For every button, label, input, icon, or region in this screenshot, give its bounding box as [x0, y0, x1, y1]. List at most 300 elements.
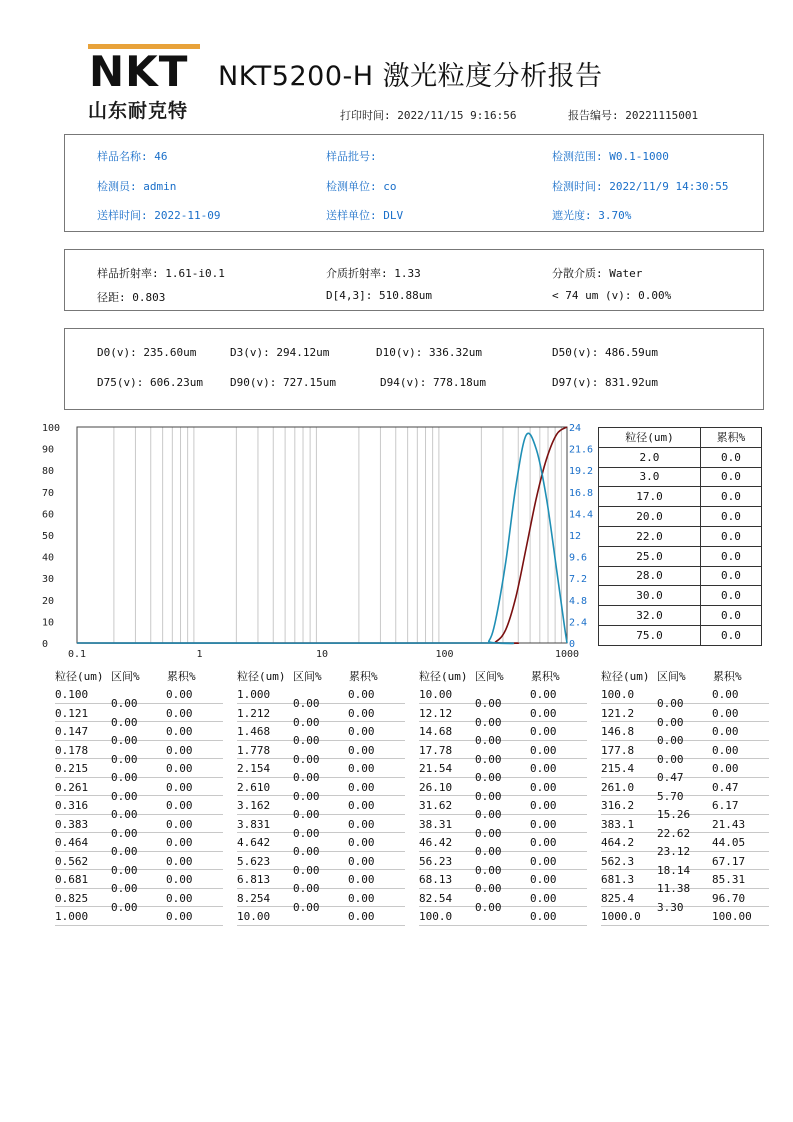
size-cell: 2.154: [237, 762, 271, 775]
cumulative-cell: 100.00: [712, 910, 752, 923]
row-divider: [419, 740, 587, 741]
size-cell: 3.162: [237, 799, 271, 812]
cumulative-cell: 0.00: [348, 780, 375, 794]
x-tick-label: 100: [435, 649, 454, 658]
row-divider: [55, 888, 223, 889]
send-time: 送样时间: 2022-11-09: [97, 209, 221, 222]
operator: 检测员: admin: [97, 180, 177, 193]
row-divider: [419, 795, 587, 796]
test-time: 检测时间: 2022/11/9 14:30:55: [552, 180, 729, 193]
d97: D97(v): 831.92um: [552, 376, 658, 389]
size-cell: 4.642: [237, 836, 271, 849]
distribution-chart: [40, 418, 600, 658]
cumulative-cell: 0.00: [712, 743, 739, 757]
row-divider: [55, 795, 223, 796]
cumulative-cell: 0.00: [348, 762, 375, 775]
row-divider: [55, 758, 223, 759]
interval-cell: 0.00: [475, 808, 502, 822]
cumulative-cell: 0.00: [530, 780, 557, 794]
cumulative-cell: 0.00: [530, 910, 557, 923]
table-row: [599, 625, 762, 645]
table-row: [599, 467, 762, 487]
cumulative-cell: 0.00: [530, 799, 557, 812]
row-divider: [55, 703, 223, 704]
table-cell: 0.0: [700, 487, 761, 507]
size-cell: 0.316: [55, 799, 89, 812]
interval-cell: 0.00: [111, 882, 138, 896]
interval-cell: 0.00: [293, 789, 320, 803]
interval-cell: 0.00: [657, 715, 684, 729]
row-divider: [237, 758, 405, 759]
interval-cell: 0.00: [111, 734, 138, 748]
size-cell: 0.825: [55, 891, 89, 905]
right-table: [598, 427, 762, 646]
interval-cell: 0.00: [475, 789, 502, 803]
dist-table-header: 粒径(um): [55, 670, 104, 683]
dist-table-header: 粒径(um): [237, 670, 286, 683]
cumulative-cell: 0.00: [348, 688, 375, 701]
dispersant: 分散介质: Water: [552, 267, 643, 280]
size-cell: 2.610: [237, 780, 271, 794]
company-name: 山东耐克特: [88, 100, 189, 122]
interval-cell: 0.00: [111, 845, 138, 859]
row-divider: [237, 888, 405, 889]
size-cell: 261.0: [601, 780, 635, 794]
table-row: [599, 606, 762, 626]
size-cell: 1000.0: [601, 910, 641, 923]
cumulative-cell: 0.00: [166, 725, 193, 738]
cumulative-cell: 0.00: [166, 854, 193, 868]
table-cell: 0.0: [700, 625, 761, 645]
cumulative-cell: 0.00: [530, 743, 557, 757]
sample-name: 样品名称: 46: [97, 150, 168, 163]
interval-cell: 0.47: [657, 771, 684, 785]
row-divider: [237, 740, 405, 741]
interval-cell: 0.00: [111, 900, 138, 914]
interval-cell: 0.00: [293, 863, 320, 877]
size-cell: 0.464: [55, 836, 89, 849]
d94: D94(v): 778.18um: [380, 376, 486, 389]
x-tick-label: 1000: [554, 649, 580, 658]
span: 径距: 0.803: [97, 291, 166, 304]
y-right-tick-label: 21.6: [569, 444, 594, 456]
size-cell: 681.3: [601, 873, 635, 886]
size-cell: 6.813: [237, 873, 271, 886]
cumulative-cell: 0.00: [166, 706, 193, 720]
size-cell: 1.000: [237, 688, 271, 701]
interval-cell: 0.00: [657, 697, 684, 711]
size-cell: 68.13: [419, 873, 453, 886]
row-divider: [419, 814, 587, 815]
row-divider: [55, 777, 223, 778]
interval-cell: 15.26: [657, 808, 691, 822]
row-divider: [55, 925, 223, 926]
cumulative-cell: 0.00: [166, 891, 193, 905]
y-right-tick-label: 12: [569, 531, 582, 542]
size-cell: 26.10: [419, 780, 453, 794]
y-left-tick-label: 20: [42, 595, 55, 607]
y-right-tick-label: 14.4: [569, 509, 594, 521]
size-cell: 0.383: [55, 817, 89, 831]
size-cell: 0.147: [55, 725, 89, 738]
interval-cell: 0.00: [475, 845, 502, 859]
row-divider: [55, 721, 223, 722]
size-cell: 0.178: [55, 743, 89, 757]
interval-cell: 0.00: [475, 900, 502, 914]
y-right-tick-label: 2.4: [569, 617, 588, 629]
cumulative-cell: 0.00: [348, 706, 375, 720]
dist-table-header: 累积%: [349, 670, 378, 683]
interval-cell: 0.00: [293, 808, 320, 822]
cumulative-cell: 0.00: [348, 817, 375, 831]
table-cell: 0.0: [700, 566, 761, 586]
table-row: [599, 487, 762, 507]
x-tick-label: 0.1: [67, 649, 87, 658]
test-unit: 检测单位: co: [326, 180, 397, 193]
interval-cell: 0.00: [293, 734, 320, 748]
row-divider: [55, 869, 223, 870]
dist-table-header: 区间%: [657, 670, 686, 683]
y-left-tick-label: 40: [42, 552, 55, 564]
row-divider: [601, 721, 769, 722]
row-divider: [601, 703, 769, 704]
interval-cell: 18.14: [657, 863, 691, 877]
y-left-tick-label: 100: [42, 423, 61, 434]
size-cell: 1.212: [237, 706, 271, 720]
interval-cell: 23.12: [657, 845, 691, 859]
row-divider: [419, 721, 587, 722]
interval-cell: 0.00: [475, 771, 502, 785]
right-table-header: 累积%: [700, 428, 761, 448]
table-cell: 0.0: [700, 606, 761, 626]
cumulative-cell: 0.00: [348, 910, 375, 923]
interval-cell: 0.00: [293, 882, 320, 896]
interval-cell: 0.00: [475, 752, 502, 766]
interval-cell: 0.00: [111, 771, 138, 785]
row-divider: [55, 832, 223, 833]
interval-cell: 0.00: [657, 734, 684, 748]
size-cell: 3.831: [237, 817, 271, 831]
size-cell: 5.623: [237, 854, 271, 868]
y-left-tick-label: 60: [42, 509, 55, 521]
row-divider: [237, 851, 405, 852]
right-table-header: 粒径(um): [599, 428, 701, 448]
sample-batch: 样品批号:: [326, 150, 377, 163]
row-divider: [237, 925, 405, 926]
size-cell: 38.31: [419, 817, 453, 831]
cumulative-cell: 6.17: [712, 799, 739, 812]
cumulative-cell: 0.00: [712, 706, 739, 720]
dist-table-header: 累积%: [167, 670, 196, 683]
size-cell: 0.681: [55, 873, 89, 886]
y-right-tick-label: 19.2: [569, 466, 594, 478]
table-cell: 0.0: [700, 467, 761, 487]
d75: D75(v): 606.23um: [97, 376, 203, 389]
y-right-tick-label: 16.8: [569, 487, 594, 499]
row-divider: [601, 925, 769, 926]
cumulative-cell: 0.00: [166, 836, 193, 849]
row-divider: [55, 851, 223, 852]
cumulative-cell: 0.00: [348, 891, 375, 905]
table-cell: 0.0: [700, 526, 761, 546]
y-left-tick-label: 50: [42, 531, 55, 542]
row-divider: [237, 795, 405, 796]
table-row: [599, 447, 762, 467]
size-cell: 46.42: [419, 836, 453, 849]
interval-cell: 0.00: [293, 752, 320, 766]
row-divider: [419, 758, 587, 759]
cumulative-cell: 0.00: [530, 873, 557, 886]
row-divider: [601, 740, 769, 741]
table-cell: 25.0: [599, 546, 701, 566]
y-left-tick-label: 70: [42, 487, 55, 499]
table-cell: 0.0: [700, 447, 761, 467]
cumulative-cell: 0.00: [530, 836, 557, 849]
size-cell: 21.54: [419, 762, 453, 775]
table-cell: 20.0: [599, 507, 701, 527]
y-left-tick-label: 80: [42, 466, 55, 478]
cumulative-cell: 0.00: [348, 873, 375, 886]
detection-range: 检测范围: W0.1-1000: [552, 150, 669, 163]
size-cell: 100.0: [601, 688, 635, 701]
below-74: < 74 um (v): 0.00%: [552, 289, 672, 302]
row-divider: [419, 906, 587, 907]
interval-cell: 0.00: [111, 789, 138, 803]
interval-cell: 11.38: [657, 882, 691, 896]
size-cell: 82.54: [419, 891, 453, 905]
d3: D3(v): 294.12um: [230, 346, 330, 359]
table-cell: 75.0: [599, 625, 701, 645]
report-number: 报告编号: 20221115001: [568, 109, 699, 122]
cumulative-cell: 21.43: [712, 817, 746, 831]
row-divider: [601, 758, 769, 759]
row-divider: [601, 795, 769, 796]
y-left-tick-label: 10: [42, 617, 55, 629]
table-cell: 0.0: [700, 546, 761, 566]
size-cell: 1.000: [55, 910, 89, 923]
d90: D90(v): 727.15um: [230, 376, 336, 389]
size-cell: 0.261: [55, 780, 89, 794]
y-right-tick-label: 4.8: [569, 595, 588, 607]
d10: D10(v): 336.32um: [376, 346, 482, 359]
interval-cell: 0.00: [293, 771, 320, 785]
y-right-tick-label: 0: [569, 639, 576, 650]
interval-cell: 0.00: [111, 808, 138, 822]
logo-mark: NKT: [89, 47, 189, 92]
size-cell: 121.2: [601, 706, 635, 720]
table-cell: 32.0: [599, 606, 701, 626]
cumulative-cell: 0.00: [166, 910, 193, 923]
medium-ri: 介质折射率: 1.33: [326, 267, 421, 280]
cumulative-cell: 44.05: [712, 836, 746, 849]
size-cell: 10.00: [237, 910, 271, 923]
size-cell: 177.8: [601, 743, 635, 757]
size-cell: 1.468: [237, 725, 271, 738]
interval-cell: 0.00: [111, 863, 138, 877]
report-title: NKT5200-H 激光粒度分析报告: [218, 61, 603, 92]
table-cell: 17.0: [599, 487, 701, 507]
row-divider: [237, 721, 405, 722]
row-divider: [419, 703, 587, 704]
dist-table-header: 区间%: [111, 670, 140, 683]
size-cell: 0.100: [55, 688, 89, 701]
cumulative-cell: 0.00: [530, 706, 557, 720]
interval-cell: 0.00: [475, 697, 502, 711]
table-cell: 0.0: [700, 507, 761, 527]
cumulative-cell: 0.00: [166, 688, 193, 701]
row-divider: [237, 906, 405, 907]
interval-cell: 0.00: [111, 697, 138, 711]
interval-cell: 0.00: [293, 697, 320, 711]
size-cell: 383.1: [601, 817, 635, 831]
size-cell: 8.254: [237, 891, 271, 905]
table-cell: 30.0: [599, 586, 701, 606]
interval-cell: 0.00: [475, 882, 502, 896]
interval-cell: 0.00: [111, 715, 138, 729]
interval-cell: 0.00: [293, 826, 320, 840]
d0: D0(v): 235.60um: [97, 346, 197, 359]
interval-cell: 0.00: [657, 752, 684, 766]
interval-cell: 0.00: [111, 826, 138, 840]
cumulative-cell: 67.17: [712, 854, 746, 868]
y-left-tick-label: 30: [42, 574, 55, 586]
cumulative-cell: 0.00: [166, 873, 193, 886]
dist-table-header: 累积%: [531, 670, 560, 683]
size-cell: 1.778: [237, 743, 271, 757]
size-cell: 31.62: [419, 799, 453, 812]
size-cell: 17.78: [419, 743, 453, 757]
cumulative-cell: 0.00: [712, 688, 739, 701]
cumulative-cell: 0.00: [166, 743, 193, 757]
cumulative-cell: 0.00: [530, 688, 557, 701]
y-left-tick-label: 0: [42, 639, 49, 650]
cumulative-cell: 0.00: [530, 725, 557, 738]
table-cell: 2.0: [599, 447, 701, 467]
y-right-tick-label: 7.2: [569, 574, 588, 586]
row-divider: [601, 777, 769, 778]
size-cell: 146.8: [601, 725, 635, 738]
cumulative-cell: 0.00: [166, 762, 193, 775]
row-divider: [237, 869, 405, 870]
cumulative-cell: 0.00: [712, 762, 739, 775]
size-cell: 56.23: [419, 854, 453, 868]
dist-table-header: 粒径(um): [601, 670, 650, 683]
table-row: [599, 566, 762, 586]
size-cell: 316.2: [601, 799, 635, 812]
y-left-tick-label: 90: [42, 444, 55, 456]
row-divider: [419, 869, 587, 870]
y-right-tick-label: 9.6: [569, 552, 588, 564]
interval-cell: 0.00: [475, 734, 502, 748]
size-cell: 0.562: [55, 854, 89, 868]
cumulative-cell: 0.00: [166, 799, 193, 812]
cumulative-cell: 0.00: [166, 817, 193, 831]
cumulative-cell: 0.00: [530, 817, 557, 831]
interval-cell: 0.00: [111, 752, 138, 766]
interval-cell: 0.00: [293, 845, 320, 859]
size-cell: 14.68: [419, 725, 453, 738]
print-time: 打印时间: 2022/11/15 9:16:56: [340, 109, 517, 122]
size-cell: 0.215: [55, 762, 89, 775]
interval-cell: 0.00: [293, 715, 320, 729]
row-divider: [419, 888, 587, 889]
row-divider: [55, 814, 223, 815]
d43: D[4,3]: 510.88um: [326, 289, 432, 302]
table-row: [599, 526, 762, 546]
dist-table-header: 累积%: [713, 670, 742, 683]
cumulative-cell: 0.00: [348, 836, 375, 849]
cumulative-cell: 0.00: [712, 725, 739, 738]
interval-cell: 0.00: [475, 863, 502, 877]
interval-cell: 3.30: [657, 900, 684, 914]
size-cell: 10.00: [419, 688, 453, 701]
send-unit: 送样单位: DLV: [326, 209, 404, 222]
table-cell: 28.0: [599, 566, 701, 586]
size-cell: 215.4: [601, 762, 635, 775]
percentile-box: [64, 328, 764, 410]
table-cell: 22.0: [599, 526, 701, 546]
row-divider: [237, 703, 405, 704]
size-cell: 825.4: [601, 891, 635, 905]
interval-cell: 22.62: [657, 826, 691, 840]
dist-table-header: 粒径(um): [419, 670, 468, 683]
interval-cell: 0.00: [293, 900, 320, 914]
cumulative-cell: 85.31: [712, 873, 746, 886]
cumulative-cell: 0.00: [348, 854, 375, 868]
table-row: [599, 586, 762, 606]
row-divider: [55, 740, 223, 741]
cumulative-cell: 96.70: [712, 891, 746, 905]
interval-cell: 5.70: [657, 789, 684, 803]
obscuration: 遮光度: 3.70%: [552, 209, 632, 222]
cumulative-cell: 0.00: [530, 854, 557, 868]
size-cell: 464.2: [601, 836, 635, 849]
dist-table-header: 区间%: [475, 670, 504, 683]
row-divider: [237, 777, 405, 778]
table-cell: 3.0: [599, 467, 701, 487]
table-row: [599, 507, 762, 527]
row-divider: [419, 851, 587, 852]
interval-cell: 0.00: [475, 826, 502, 840]
interval-cell: 0.00: [475, 715, 502, 729]
d50: D50(v): 486.59um: [552, 346, 658, 359]
cumulative-cell: 0.00: [348, 743, 375, 757]
x-tick-label: 1: [196, 649, 203, 658]
cumulative-cell: 0.00: [166, 780, 193, 794]
sample-ri: 样品折射率: 1.61-i0.1: [97, 267, 225, 280]
row-divider: [601, 906, 769, 907]
size-cell: 12.12: [419, 706, 453, 720]
x-tick-label: 10: [315, 649, 329, 658]
row-divider: [419, 925, 587, 926]
row-divider: [237, 832, 405, 833]
size-cell: 0.121: [55, 706, 89, 720]
y-right-tick-label: 24: [569, 423, 582, 434]
cumulative-cell: 0.00: [348, 799, 375, 812]
dist-table-header: 区间%: [293, 670, 322, 683]
row-divider: [55, 906, 223, 907]
cumulative-cell: 0.47: [712, 780, 739, 794]
nkt-logo: [88, 44, 200, 92]
row-divider: [419, 777, 587, 778]
row-divider: [237, 814, 405, 815]
table-cell: 0.0: [700, 586, 761, 606]
cumulative-cell: 0.00: [530, 762, 557, 775]
cumulative-cell: 0.00: [348, 725, 375, 738]
size-cell: 100.0: [419, 910, 453, 923]
size-cell: 562.3: [601, 854, 635, 868]
table-row: [599, 546, 762, 566]
